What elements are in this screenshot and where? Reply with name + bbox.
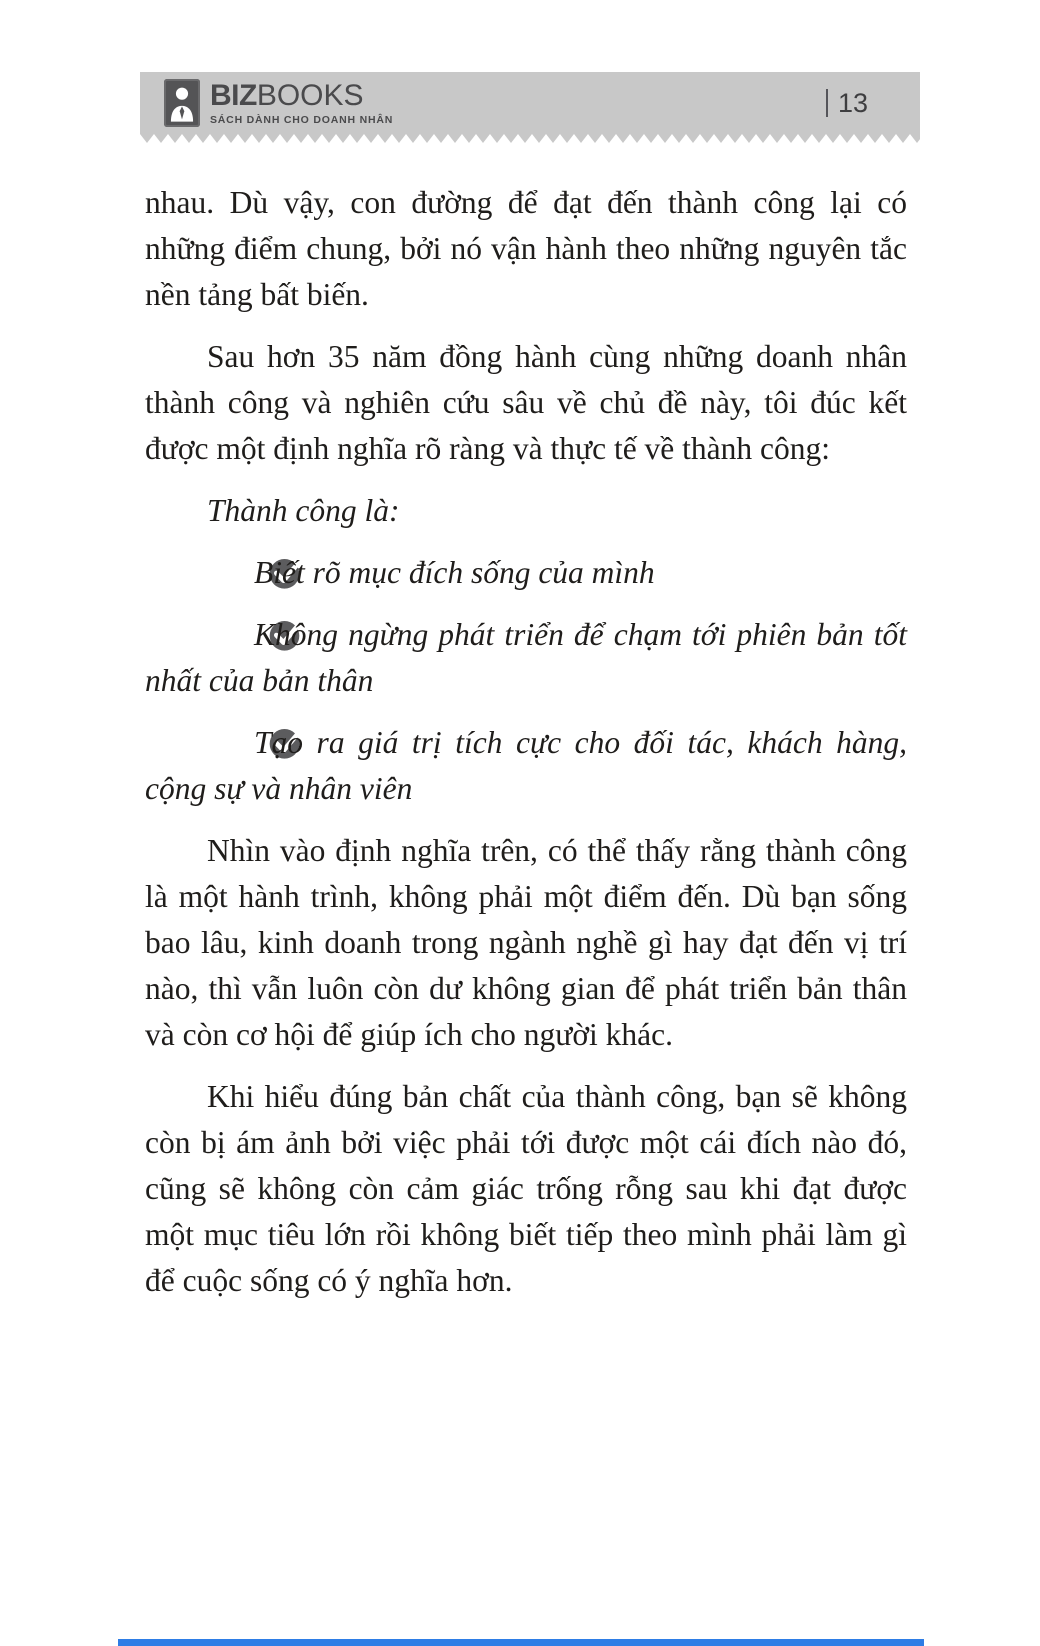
paragraph: Khi hiểu đúng bản chất của thành công, bạn sẽ không còn bị ám ảnh bởi việc phải tới được một cái đích nào đó, cũng sẽ không còn cảm giác trống rỗng sau khi đạt được một mục tiêu lớn rồi không biết tiếp theo mình phải làm gì để cuộc sống có ý nghĩa hơn. [145, 1079, 907, 1298]
publisher-tagline: SÁCH DÀNH CHO DOANH NHÂN [210, 113, 394, 126]
publisher-name-light: BOOKS [256, 78, 364, 112]
page-number [826, 88, 868, 119]
publisher-logo [164, 79, 393, 127]
checklist-item [145, 550, 907, 596]
businessman-icon [164, 79, 200, 127]
publisher-logo-text [210, 78, 394, 126]
definition-intro: Thành công là: [207, 493, 400, 528]
checklist-item [145, 612, 907, 704]
check-icon [207, 725, 242, 760]
footer-accent-bar [118, 1639, 924, 1646]
paragraph: Sau hơn 35 năm đồng hành cùng những doanh nhân thành công và nghiên cứu sâu về chủ đề này, tôi đúc kết được một định nghĩa rõ ràng và thực tế về thành công: [145, 339, 907, 466]
checklist-item-text: Biết rõ mục đích sống của mình [254, 555, 655, 590]
checklist-item-text: Tạo ra giá trị tích cực cho đối tác, khách hàng, cộng sự và nhân viên [145, 725, 907, 806]
checklist-item [145, 720, 907, 812]
sawtooth-edge [140, 134, 920, 143]
page-number-value: 13 [837, 87, 868, 118]
page-header [140, 72, 920, 143]
paragraph-continuation: nhau. Dù vậy, con đường để đạt đến thành công lại có những điểm chung, bởi nó vận hành theo những nguyên tắc nền tảng bất biến. [145, 185, 907, 312]
check-icon [207, 617, 242, 652]
checklist-item-text: Không ngừng phát triển để chạm tới phiên bản tốt nhất của bản thân [145, 617, 907, 698]
page-number-divider [826, 89, 828, 117]
publisher-name [210, 78, 393, 112]
publisher-name-bold: BIZ [210, 78, 257, 112]
check-icon [207, 555, 242, 590]
header-bar [140, 72, 920, 134]
page-body [145, 180, 907, 1320]
paragraph: Nhìn vào định nghĩa trên, có thể thấy rằng thành công là một hành trình, không phải một điểm đến. Dù bạn sống bao lâu, kinh doanh trong ngành nghề gì hay đạt đến vị trí nào, thì vẫn luôn còn dư không gian để phát triển bản thân và còn cơ hội để giúp ích cho người khác. [145, 833, 907, 1052]
